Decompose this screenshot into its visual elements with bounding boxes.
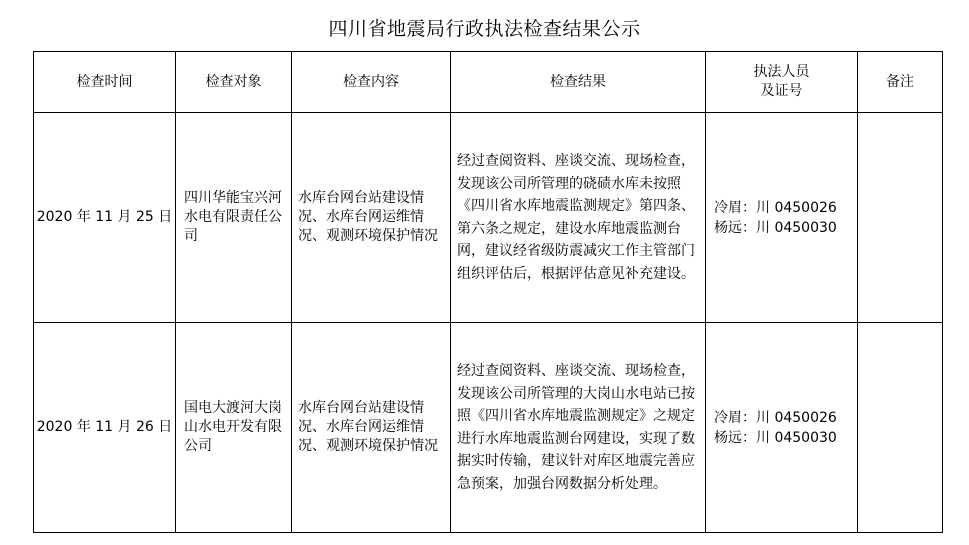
cell-inspection-object: 四川华能宝兴河水电有限责任公司 (176, 113, 292, 323)
cell-inspection-result: 经过查阅资料、座谈交流、现场检查，发现该公司所管理的硗碛水库未按照《四川省水库地震监测规定》第四条、第六条之规定，建设水库地震监测台网，建议经省级防震减灾工作主管部门组织评估后，根据评估意见补充建设。 (451, 113, 706, 323)
staff-entry: 冷眉：川 0450026 (714, 199, 837, 216)
header-inspection-content: 检查内容 (292, 52, 451, 113)
staff-entry: 杨远：川 0450030 (714, 219, 837, 236)
table-row (34, 323, 943, 533)
header-inspection-object: 检查对象 (176, 52, 292, 113)
cell-remark (858, 323, 943, 533)
table-header-row (34, 52, 943, 113)
cell-enforcement-staff (706, 323, 858, 533)
staff-entry: 冷眉：川 0450026 (714, 409, 837, 426)
inspection-results-table (33, 51, 943, 533)
cell-inspection-time: 2020 年 11 月 26 日 (34, 323, 176, 533)
header-inspection-time: 检查时间 (34, 52, 176, 113)
header-inspection-result: 检查结果 (451, 52, 706, 113)
cell-inspection-content: 水库台网台站建设情况、水库台网运维情况、观测环境保护情况 (292, 323, 451, 533)
cell-inspection-object: 国电大渡河大岗山水电开发有限公司 (176, 323, 292, 533)
page-title: 四川省地震局行政执法检查结果公示 (328, 18, 641, 40)
cell-inspection-content: 水库台网台站建设情况、水库台网运维情况、观测环境保护情况 (292, 113, 451, 323)
cell-remark (858, 113, 943, 323)
cell-inspection-result: 经过查阅资料、座谈交流、现场检查，发现该公司所管理的大岗山水电站已按照《四川省水库地震监测规定》之规定进行水库地震监测台网建设，实现了数据实时传输，建议针对库区地震完善应急预案，加强台网数据分析处理。 (451, 323, 706, 533)
table-row (34, 113, 943, 323)
header-remark: 备注 (858, 52, 943, 113)
staff-entry: 杨远：川 0450030 (714, 429, 837, 446)
header-staff-line1: 执法人员 (753, 64, 810, 80)
cell-inspection-time: 2020 年 11 月 25 日 (34, 113, 176, 323)
header-staff-line2: 及证号 (760, 83, 803, 99)
header-enforcement-staff (706, 52, 858, 113)
cell-enforcement-staff (706, 113, 858, 323)
